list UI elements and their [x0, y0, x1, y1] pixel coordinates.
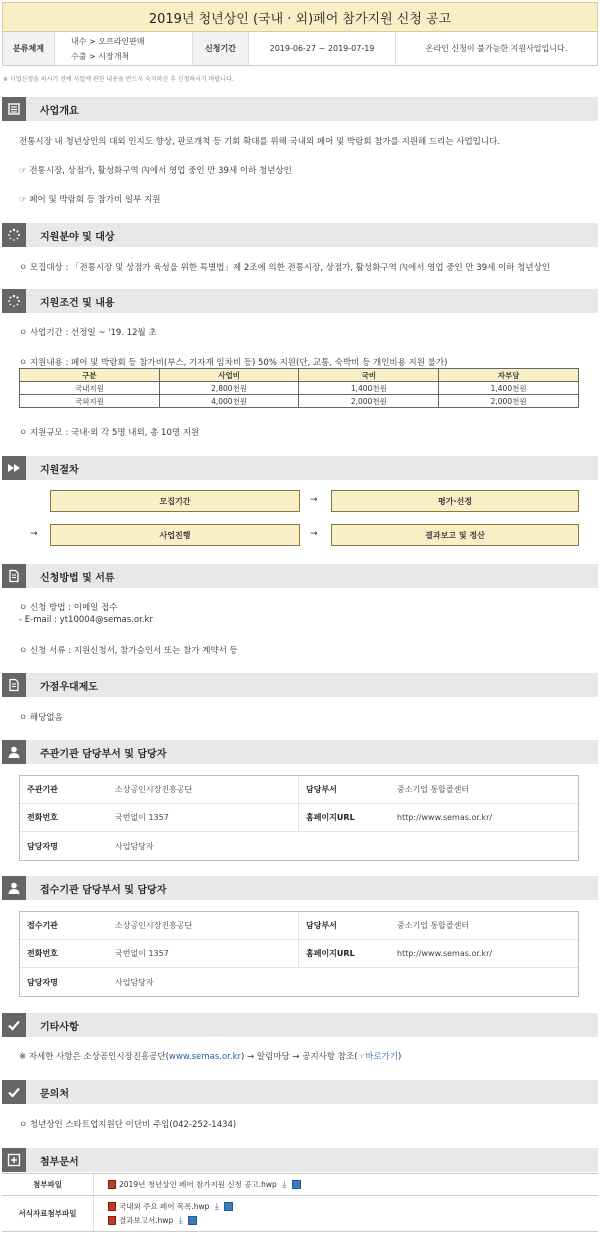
- preview-icon[interactable]: [188, 1216, 197, 1225]
- semas-link[interactable]: www.semas.or.kr: [168, 1052, 242, 1062]
- org-value: 사업담당자: [115, 841, 154, 851]
- apply-email-text: - E-mail : yt10004@semas.or.kr: [19, 615, 153, 625]
- section-title: 지원절차: [40, 464, 79, 476]
- table-row: [20, 968, 578, 996]
- org-key: 담당자명: [27, 977, 58, 987]
- org-key: 전화번호: [27, 949, 58, 958]
- table-cell: 국내지원: [20, 382, 160, 395]
- target-text: ㅇ 모집대상 : 「전통시장 및 상점가 육성을 위한 특별법」제 2조에 의한 전통시장, 상점가, 활성화구역 內에서 영업 중인 만 39세 이하 청년상인: [19, 263, 551, 273]
- table-cell: 2,000천원: [299, 395, 439, 408]
- process-step-4: 결과보고 및 정산: [331, 524, 579, 546]
- section-title: 첨부문서: [40, 1156, 79, 1168]
- org-key: 담당부서: [298, 912, 390, 939]
- org-value: 국번없이 1357: [115, 949, 169, 958]
- org-key: 홈페이지URL: [298, 804, 390, 831]
- fast-forward-icon: [2, 456, 26, 480]
- org-value: 소상공인시장진흥공단: [115, 785, 193, 794]
- scale-text: ㅇ 지원규모 : 국내·외 각 5명 내외, 총 10명 지원: [19, 428, 200, 438]
- loading-dots-icon: [2, 223, 26, 247]
- receiving-org-table: [19, 911, 579, 997]
- person-icon: [2, 740, 26, 764]
- org-value: 중소기업 통합콜센터: [397, 785, 470, 794]
- section-header-contact: [2, 1080, 598, 1104]
- funding-table: [19, 368, 579, 408]
- section-title: 신청방법 및 서류: [40, 572, 115, 584]
- section-title: 지원분야 및 대상: [40, 231, 115, 243]
- category-label: 분류체계: [3, 32, 55, 65]
- section-header-attachments: [2, 1148, 598, 1172]
- table-header: 구분: [20, 369, 160, 382]
- hwp-file-icon: [108, 1202, 116, 1211]
- shortcut-link[interactable]: ☞바로가기: [357, 1052, 398, 1062]
- period-label: 신청기간: [193, 32, 249, 65]
- etc-text-post: ) → 알림마당 → 공지사항 참조(: [241, 1052, 358, 1062]
- document-icon: [2, 673, 26, 697]
- attachments-table: [2, 1173, 598, 1232]
- table-header: 자부담: [439, 369, 579, 382]
- table-cell: 1,400천원: [439, 382, 579, 395]
- download-icon[interactable]: ⤓: [214, 1201, 219, 1212]
- checkmark-icon: [2, 1080, 26, 1104]
- table-cell: 4,000천원: [159, 395, 299, 408]
- section-header-etc: [2, 1013, 598, 1037]
- preview-icon[interactable]: [292, 1180, 301, 1189]
- overview-target-text: ☞ 전통시장, 상점가, 활성화구역 內에서 영업 중인 만 39세 이하 청년상인: [19, 166, 292, 176]
- section-title: 지원조건 및 내용: [40, 297, 115, 309]
- table-cell: 1,400천원: [299, 382, 439, 395]
- section-title: 문의처: [40, 1088, 69, 1100]
- table-cell: 국외지원: [20, 395, 160, 408]
- overview-text: 전통시장 내 청년상인의 대외 인지도 향상, 판로개척 등 기회 확대를 위해 국내외 페어 및 박람회 참가를 지원해 드리는 사업입니다.: [19, 137, 501, 147]
- attachment-label: 첨부파일: [2, 1174, 94, 1195]
- section-header-process: [2, 456, 598, 480]
- category-line-2: 수출 > 시장개척: [71, 51, 130, 61]
- org-key: 전화번호: [27, 813, 58, 822]
- etc-text: [19, 1050, 401, 1062]
- preview-icon[interactable]: [224, 1202, 233, 1211]
- file-name[interactable]: 2019년 청년상인 페어 참가지원 신청 공고.hwp: [119, 1180, 277, 1189]
- contact-text: ㅇ 청년상인 스타트업지원단 이단비 주임(042-252-1434): [19, 1120, 237, 1130]
- document-icon: [2, 564, 26, 588]
- managing-org-table: [19, 775, 579, 861]
- process-step-1: 모집기간: [50, 490, 300, 512]
- table-row: [20, 804, 578, 832]
- section-title: 기타사항: [40, 1021, 79, 1033]
- overview-support-text: ☞ 페어 및 박람회 등 참가비 일부 지원: [19, 195, 161, 205]
- org-value: 소상공인시장진흥공단: [115, 921, 193, 930]
- table-row: [20, 912, 578, 940]
- arrow-icon: →: [310, 529, 318, 539]
- category-values: [55, 32, 193, 65]
- table-row: [20, 395, 579, 408]
- org-key: 접수기관: [27, 921, 58, 930]
- attachment-row: [2, 1195, 598, 1231]
- category-line-1: 내수 > 오프라인판매: [71, 36, 145, 46]
- attachment-file: [108, 1215, 233, 1226]
- org-value: 국번없이 1357: [115, 813, 169, 822]
- section-title: 사업개요: [40, 105, 79, 117]
- section-header-apply: [2, 564, 598, 588]
- table-cell: 2,000천원: [439, 395, 579, 408]
- section-header-bonus: [2, 673, 598, 697]
- section-header-receiving-org: [2, 876, 598, 900]
- period-value: 2019-06-27 ~ 2019-07-19: [249, 32, 396, 65]
- process-step-3: 사업진행: [50, 524, 300, 546]
- process-step-2: 평가·선정: [331, 490, 579, 512]
- section-title: 가점우대제도: [40, 681, 98, 693]
- notice-text: ※ 사업신청을 하시기 전에 사업에 관한 내용을 반드시 숙지하신 후 신청하시기 바랍니다.: [3, 76, 234, 83]
- section-header-managing-org: [2, 740, 598, 764]
- table-row: [20, 382, 579, 395]
- bonus-text: ㅇ 해당없음: [19, 713, 63, 723]
- org-key: 담당자명: [27, 841, 58, 851]
- section-title: 주관기관 담당부서 및 담당자: [40, 748, 167, 760]
- org-key: 담당부서: [298, 776, 390, 803]
- etc-text-end: ): [397, 1052, 402, 1062]
- attachment-label: 서식자료첨부파일: [2, 1196, 94, 1231]
- file-name[interactable]: 국내외 주요 페어 목록.hwp: [119, 1202, 210, 1211]
- document-icon: [2, 97, 26, 121]
- page-title-bar: [2, 2, 598, 32]
- org-value: 사업담당자: [115, 977, 154, 987]
- loading-dots-icon: [2, 289, 26, 313]
- hwp-file-icon: [108, 1180, 116, 1189]
- table-row: [20, 940, 578, 968]
- org-value: 중소기업 통합콜센터: [397, 921, 470, 930]
- attachment-row: [2, 1173, 598, 1195]
- page-title: 2019년 청년상인 (국내 · 외)페어 참가지원 신청 공고: [148, 11, 452, 27]
- table-header: 국비: [299, 369, 439, 382]
- attachment-file: [108, 1201, 233, 1212]
- checkmark-icon: [2, 1013, 26, 1037]
- download-icon[interactable]: ⤓: [178, 1215, 183, 1226]
- section-title: 접수기관 담당부서 및 담당자: [40, 884, 167, 896]
- support-content-text: ㅇ 지원내용 : 페어 및 박람회 등 참가비(부스, 기자재 임차비 등) 50% 지원(단, 교통, 숙박비 등 개인비용 지원 불가): [19, 358, 448, 368]
- table-cell: 2,800천원: [159, 382, 299, 395]
- homepage-link[interactable]: http://www.semas.or.kr/: [397, 949, 493, 958]
- person-icon: [2, 876, 26, 900]
- plus-box-icon: [2, 1148, 26, 1172]
- attachment-file: [108, 1179, 301, 1190]
- online-note: 온라인 신청이 불가능한 지원사업입니다.: [425, 44, 568, 53]
- table-row: [20, 776, 578, 804]
- homepage-link[interactable]: http://www.semas.or.kr/: [397, 813, 493, 822]
- section-header-target: [2, 223, 598, 247]
- apply-method-text: ㅇ 신청 방법 : 이메일 접수: [19, 603, 118, 613]
- table-row: [20, 832, 578, 860]
- arrow-icon: →: [310, 495, 318, 505]
- etc-text-pre: ※ 자세한 사항은 소상공인시장진흥공단(: [19, 1052, 169, 1062]
- download-icon[interactable]: ⤓: [282, 1179, 287, 1190]
- period-text: ㅇ 사업기간 : 선정일 ~ '19. 12월 초: [19, 328, 157, 338]
- apply-docs-text: ㅇ 신청 서류 : 지원신청서, 참가승인서 또는 참가 계약서 등: [19, 646, 238, 656]
- section-header-conditions: [2, 289, 598, 313]
- section-header-overview: [2, 97, 598, 121]
- org-key: 홈페이지URL: [298, 940, 390, 967]
- org-key: 주관기관: [27, 785, 58, 794]
- file-name[interactable]: 결과보고서.hwp: [119, 1216, 174, 1225]
- table-header: 사업비: [159, 369, 299, 382]
- arrow-icon: →: [30, 529, 38, 539]
- hwp-file-icon: [108, 1216, 116, 1225]
- info-row: [2, 32, 598, 66]
